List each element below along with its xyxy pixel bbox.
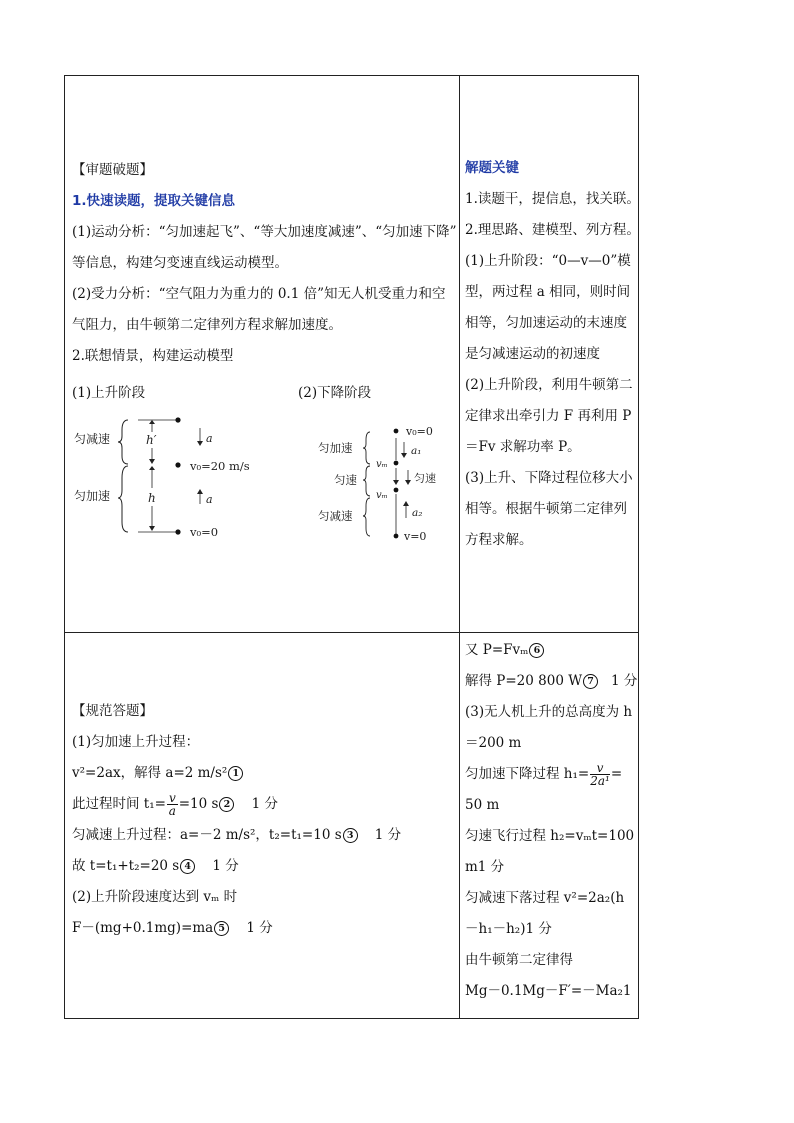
- fall-uniform-right-label: 匀速: [414, 472, 436, 485]
- fall-uniform-label: 匀速: [334, 473, 357, 487]
- cont-line-9: 匀减速下落过程 v²=2a₂(h: [465, 890, 625, 906]
- fall-v0-label: v₀=0: [406, 425, 433, 438]
- answer-line-4: 匀减速上升过程：a=－2 m/s²，t₂=t₁=10 s 3 1 分: [72, 827, 402, 843]
- cont-line-12: Mg－0.1Mg－F′=－Ma₂1: [465, 983, 632, 999]
- cont-line-5: 匀加速下降过程 h₁= $\frac{v}{\text{2a¹}}$ =: [465, 761, 623, 788]
- key-line-4: 型，两过程 a 相同，则时间: [465, 284, 631, 300]
- cont-line-1: 又 P=Fvₘ 6: [465, 635, 637, 666]
- mark-5: 5: [214, 921, 229, 936]
- fall-v-end-label: v=0: [404, 530, 427, 543]
- score-3: 1 分: [212, 858, 239, 874]
- top-point: [175, 417, 180, 422]
- v-bottom-label: v₀=0: [190, 525, 219, 539]
- mid-point: [175, 462, 180, 467]
- mark-2: 2: [219, 797, 234, 812]
- mark-7: 7: [583, 674, 598, 689]
- a-top-label: a: [206, 432, 213, 445]
- fall-a1-label: a₁: [411, 445, 422, 457]
- decel-brace: [118, 420, 128, 464]
- fall-decel-label: 匀减速: [318, 509, 353, 523]
- h-prime-label: h′: [146, 433, 157, 447]
- cont-line-6: 50 m: [465, 797, 500, 813]
- score-2: 1 分: [374, 827, 402, 843]
- key-line-3: (1)上升阶段：“0—v—0”模: [465, 253, 631, 269]
- answer-line-1: (1)匀加速上升过程：: [72, 734, 200, 750]
- key-line-6: 是匀减速运动的初速度: [465, 346, 600, 362]
- fall-stage-label: (2)下降阶段: [298, 385, 372, 401]
- force-analysis-line-2: 气阻力，由牛顿第二定律列方程求解加速度。: [72, 317, 342, 333]
- cont-line-7: 匀速飞行过程 h₂=vₘt=100: [465, 828, 635, 844]
- bottom-point: [175, 529, 180, 534]
- mark-4: 4: [180, 859, 195, 874]
- vm-lower-label: vₘ: [376, 490, 388, 501]
- accel-brace: [118, 466, 128, 532]
- force-analysis-line-1: (2)受力分析：“空气阻力为重力的 0.1 倍”知无人机受重力和空: [72, 286, 446, 302]
- column-divider: [459, 75, 460, 1019]
- cont-line-4: ＝200 m: [465, 735, 522, 751]
- answer-line-7: F－(mg+0.1mg)=ma 5 1 分: [72, 920, 273, 936]
- cont-line-11: 由牛顿第二定律得: [465, 952, 573, 968]
- score-1: 1 分: [251, 796, 279, 812]
- row-divider: [64, 632, 639, 633]
- key-line-10: (3)上升、下降过程位移大小: [465, 470, 633, 486]
- accel-label: 匀加速: [74, 489, 111, 503]
- answer-line-6: (2)上升阶段速度达到 vₘ 时: [72, 889, 238, 905]
- key-line-11: 相等。根据牛顿第二定律列: [465, 501, 627, 517]
- key-points-cell: [465, 153, 640, 556]
- mark-6: 6: [529, 643, 544, 658]
- answer-line-2: v²=2ax，解得 a=2 m/s² 1: [72, 758, 454, 789]
- analysis-heading: 【审题破题】: [72, 162, 153, 178]
- key-line-7: (2)上升阶段，利用牛顿第二: [465, 377, 633, 393]
- v-mid-label: v₀=20 m/s: [190, 459, 250, 473]
- answer-continued-cell: [465, 635, 637, 1007]
- a-bottom-label: a: [206, 493, 213, 506]
- motion-analysis-line-1: (1)运动分析：“匀加速起飞”、“等大加速度减速”、“匀加速下降”: [72, 224, 457, 240]
- standard-answer-cell: [72, 696, 454, 944]
- key-line-5: 相等，匀加速运动的末速度: [465, 315, 627, 331]
- mark-1: 1: [228, 766, 243, 781]
- key-line-2: 2.理思路、建模型、列方程。: [465, 222, 640, 238]
- fall-end-point: [394, 534, 399, 539]
- h-label: h: [148, 491, 156, 505]
- fraction-v-over-2a: $\frac{v}{\text{2a¹}}$: [590, 761, 610, 788]
- fall-stage-diagram: [316, 420, 456, 548]
- rise-stage-label: (1)上升阶段: [72, 385, 146, 401]
- score-4: 1 分: [246, 920, 273, 936]
- score-5: 1 分: [610, 673, 638, 689]
- cont-line-8: m1 分: [465, 859, 505, 875]
- fall-a2-label: a₂: [412, 507, 423, 519]
- decel-label: 匀减速: [74, 432, 111, 446]
- answer-line-5: 故 t=t₁+t₂=20 s 4 1 分: [72, 858, 239, 874]
- section-2-title: 2.联想情景，构建运动模型: [72, 348, 234, 364]
- key-points-title: 解题关键: [465, 160, 519, 176]
- answer-heading: 【规范答题】: [72, 703, 153, 719]
- key-line-8: 定律求出牵引力 F 再利用 P: [465, 408, 632, 424]
- cont-line-2: 解得 P=20 800 W 7 1 分: [465, 673, 638, 689]
- fraction-v-over-a: $\frac{v}{a}$: [168, 791, 176, 818]
- motion-analysis-line-2: 等信息，构建匀变速直线运动模型。: [72, 255, 288, 271]
- key-line-1: 1.读题干，提信息，找关联。: [465, 191, 640, 207]
- fall-accel-label: 匀加速: [318, 441, 353, 455]
- analysis-cell: [72, 155, 457, 372]
- answer-line-3: 此过程时间 t₁= $\frac{v}{a}$ =10 s 2 1 分: [72, 791, 279, 818]
- cont-line-3: (3)无人机上升的总高度为 h: [465, 704, 633, 720]
- mark-3: 3: [343, 828, 358, 843]
- key-line-12: 方程求解。: [465, 532, 533, 548]
- section-1-title: 1.快速读题，提取关键信息: [72, 193, 236, 209]
- fall-start-point: [394, 429, 399, 434]
- vm-upper-label: vₘ: [376, 459, 388, 470]
- key-line-9: ＝Fv 求解功率 P。: [465, 439, 581, 455]
- rise-stage-diagram: [70, 408, 290, 546]
- cont-line-10: －h₁－h₂)1 分: [465, 921, 552, 937]
